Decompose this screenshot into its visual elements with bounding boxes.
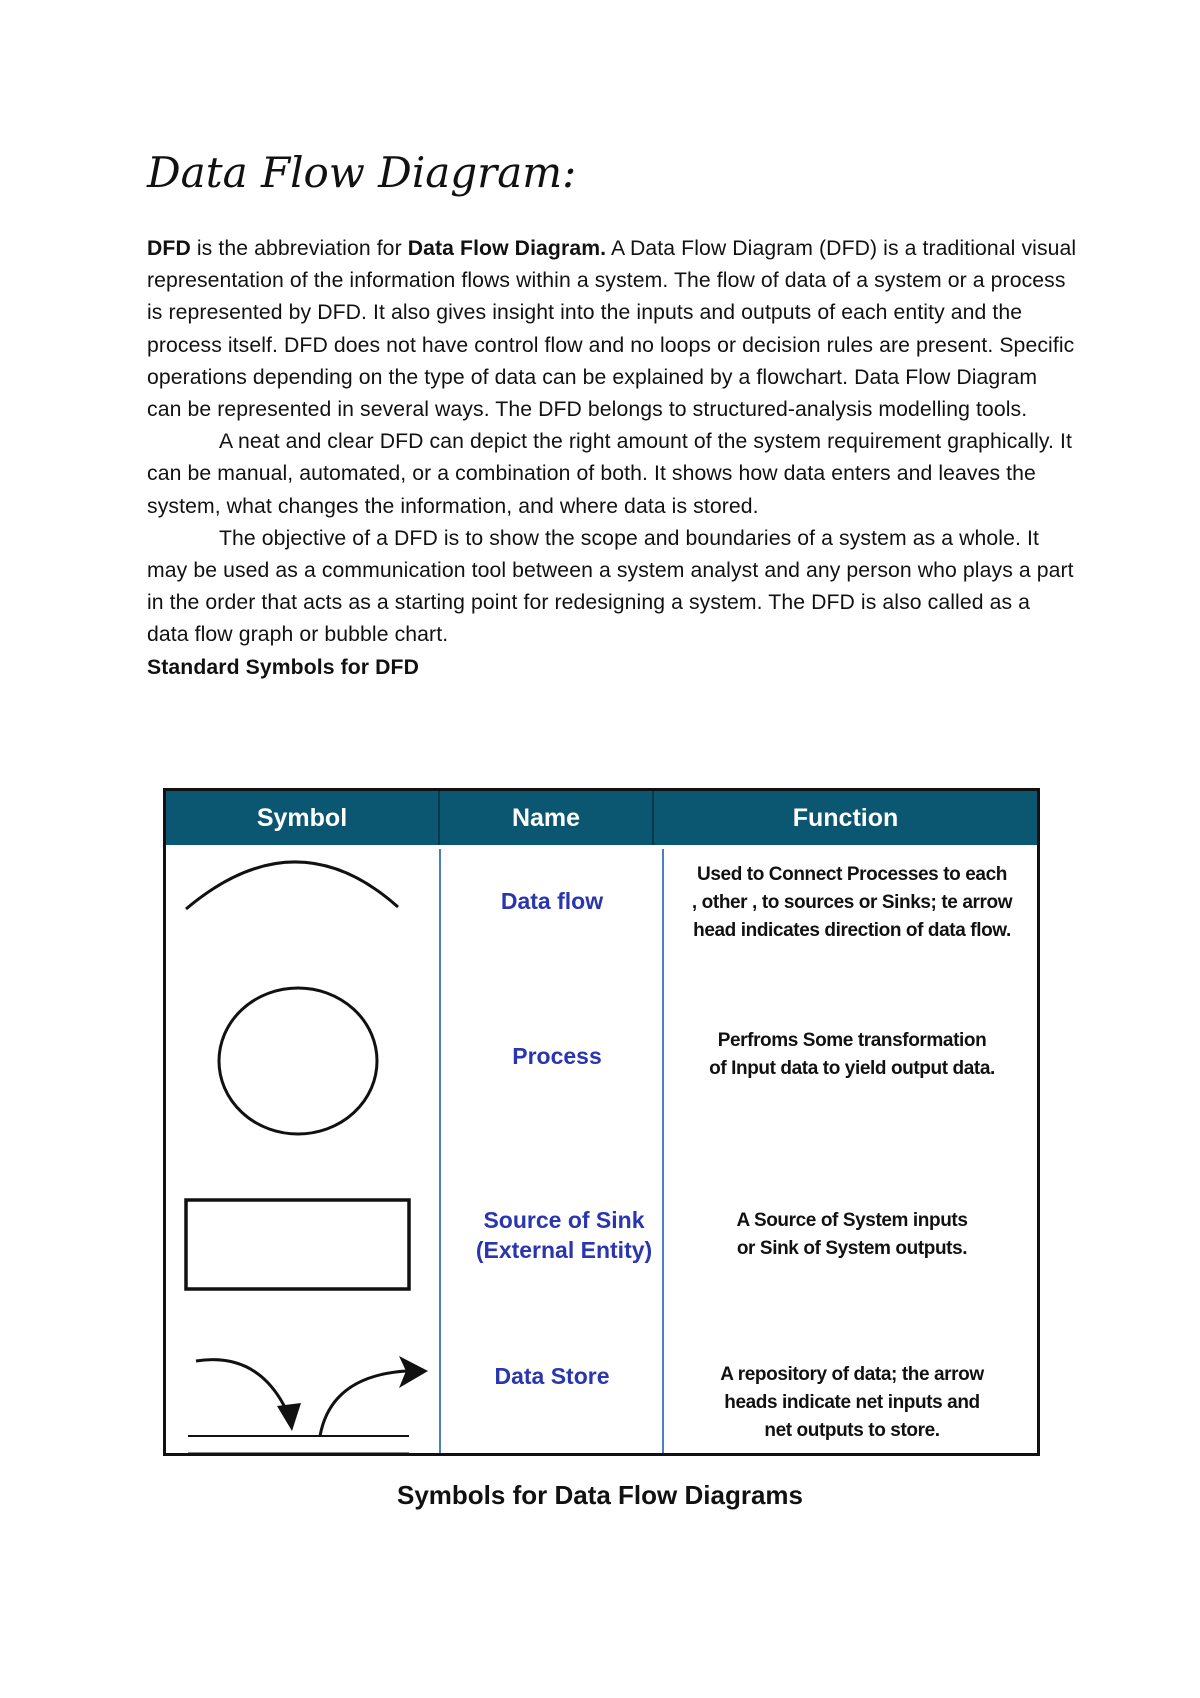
dfd-symbols-table [163, 788, 1040, 1456]
function-line: Used to Connect Processes to each [697, 864, 1007, 885]
table-header [166, 791, 1037, 845]
name-source-sink: Source of Sink (External Entity) [475, 1207, 653, 1263]
function-line: Perfroms Some transformation [717, 1030, 987, 1051]
header-name: Name [440, 791, 654, 845]
document-body [147, 233, 1077, 684]
name-data-flow: Data flow [500, 888, 604, 914]
function-line: A Source of System inputs [736, 1210, 968, 1231]
page-title: Data Flow Diagram: [147, 148, 577, 197]
paragraph-2: A neat and clear DFD can depict the right amount of the system requirement graphically. It can be manual, automated, or a combination of both. It shows how data enters and leaves the system, what changes the information, and where data is stored. [147, 430, 1073, 518]
section-heading: Standard Symbols for DFD [147, 655, 419, 679]
column-divider [439, 849, 441, 1453]
function-line: head indicates direction of data flow. [693, 920, 1011, 941]
function-process [664, 1027, 1040, 1083]
name-data-store: Data Store [494, 1363, 610, 1389]
function-source-sink [664, 1207, 1040, 1263]
function-data-store [664, 1361, 1040, 1445]
function-line: net outputs to store. [764, 1420, 940, 1441]
function-line: A repository of data; the arrow [720, 1364, 984, 1385]
function-line: , other , to sources or Sinks; te arrow [691, 892, 1013, 913]
paragraph-intro [147, 233, 1077, 426]
function-line: or Sink of System outputs. [736, 1238, 968, 1259]
name-process: Process [512, 1043, 602, 1069]
text: A Data Flow Diagram (DFD) is a traditional visual representation of the information flows within a system. The flow of data of a system or a process is represented by DFD. It also gives insight into the inputs and outputs of each entity and the process itself. DFD does not have control flow and no loops or decision rules are present. Specific operations depending on the type of data can be explained by a flowchart. Data Flow Diagram can be represented in several ways. The DFD belongs to structured-analysis modelling tools. [147, 237, 1077, 422]
header-function: Function [792, 803, 899, 832]
function-data-flow [664, 861, 1040, 945]
bold-term: DFD [147, 237, 191, 260]
function-line: heads indicate net inputs and [724, 1392, 980, 1413]
paragraph-3: The objective of a DFD is to show the scope and boundaries of a system as a whole. It may be used as a communication tool between a system analyst and any person who plays a part in the order that acts as a starting point for redesigning a system. The DFD is also called as a data flow graph or bubble chart. [147, 526, 1074, 647]
data-store-icon [166, 791, 167, 792]
function-line: of Input data to yield output data. [709, 1058, 995, 1079]
text: is the abbreviation for [190, 237, 408, 260]
bold-term: Data Flow Diagram. [407, 237, 607, 260]
figure-caption: Symbols for Data Flow Diagrams [397, 1480, 803, 1510]
header-symbol: Symbol [166, 791, 440, 845]
